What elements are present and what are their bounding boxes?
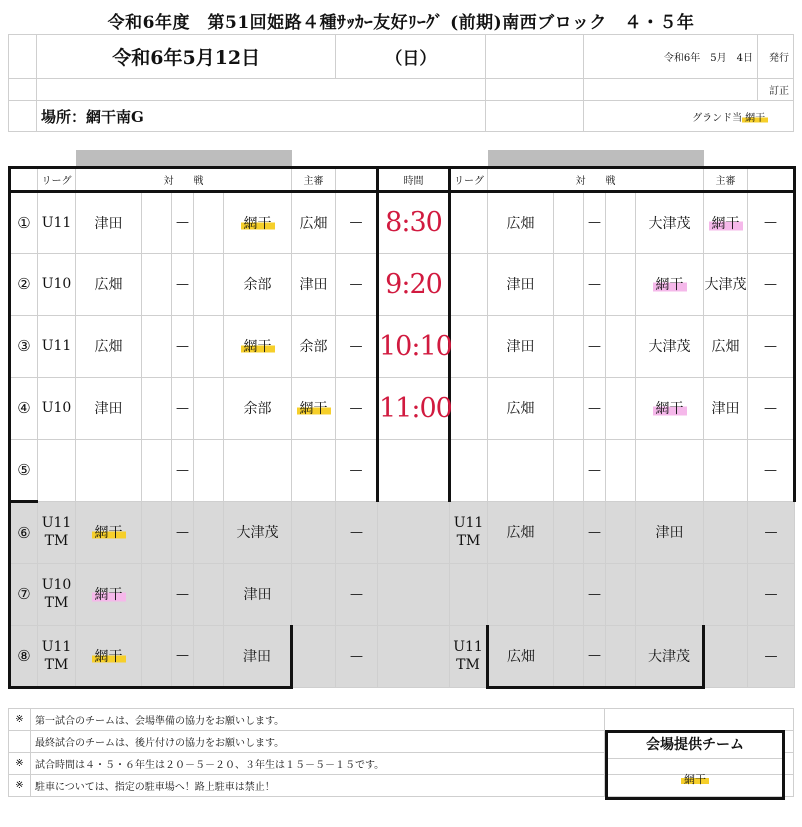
match-number: ④ xyxy=(10,377,38,439)
versus-dash-2: — xyxy=(584,315,606,377)
referee-cell xyxy=(292,563,336,625)
home-team-2: 広畑 xyxy=(488,501,554,563)
match-number: ② xyxy=(10,253,38,315)
note-text: 試合時間は４・５・６年生は２０－５－２０、３年生は１５－５－１５です。 xyxy=(30,753,604,775)
away-team: 網干 xyxy=(224,315,292,377)
referee-cell-2 xyxy=(704,625,748,687)
home-team xyxy=(76,439,142,501)
table-row xyxy=(10,191,795,253)
league-cell: U11 xyxy=(38,315,76,377)
league-cell: U10 TM xyxy=(38,563,76,625)
versus-dash: — xyxy=(172,501,194,563)
league-cell: U10 xyxy=(38,253,76,315)
schedule-table xyxy=(8,150,796,689)
time-header: 時間 xyxy=(378,167,450,191)
league-cell-2 xyxy=(450,315,488,377)
league-cell xyxy=(38,439,76,501)
referee-dash-2: — xyxy=(748,625,795,687)
league-cell-2 xyxy=(450,377,488,439)
kickoff-time xyxy=(378,439,450,501)
league-header-2: リーグ xyxy=(450,167,488,191)
match-header-2: 対 戦 xyxy=(488,167,704,191)
league-cell: U10 xyxy=(38,377,76,439)
match-header: 対 戦 xyxy=(76,167,292,191)
league-header: リーグ xyxy=(38,167,76,191)
away-team-2: 大津茂 xyxy=(636,315,704,377)
correction-label: 訂正 xyxy=(757,79,793,101)
referee-cell xyxy=(292,501,336,563)
table-row xyxy=(10,315,795,377)
venue-provider-box xyxy=(605,730,785,800)
home-team: 津田 xyxy=(76,191,142,253)
league-cell-2 xyxy=(450,253,488,315)
kickoff-time xyxy=(378,625,450,687)
versus-dash: — xyxy=(172,563,194,625)
home-team: 網干 xyxy=(76,625,142,687)
home-team-2: 津田 xyxy=(488,315,554,377)
versus-dash-2: — xyxy=(584,625,606,687)
note-mark xyxy=(9,731,31,753)
match-weekday: （日） xyxy=(336,35,486,79)
home-team: 広畑 xyxy=(76,315,142,377)
venue: 場所：網干南G xyxy=(36,101,485,132)
away-team-2: 大津茂 xyxy=(636,191,704,253)
away-team-2: 網干 xyxy=(636,253,704,315)
referee-cell: 津田 xyxy=(292,253,336,315)
versus-dash: — xyxy=(172,253,194,315)
league-cell-2 xyxy=(450,439,488,501)
league-cell-2 xyxy=(450,191,488,253)
home-team-2 xyxy=(488,563,554,625)
versus-dash-2: — xyxy=(584,439,606,501)
referee-cell-2: 大津茂 xyxy=(704,253,748,315)
referee-dash-2: — xyxy=(748,315,795,377)
table-row xyxy=(10,377,795,439)
note-text: 最終試合のチームは、後片付けの協力をお願いします。 xyxy=(30,731,604,753)
table-header xyxy=(10,167,795,191)
referee-cell-2: 津田 xyxy=(704,377,748,439)
referee-cell xyxy=(292,439,336,501)
versus-dash: — xyxy=(172,625,194,687)
ground-duty-team: 網干 xyxy=(742,113,768,124)
referee-cell-2 xyxy=(704,501,748,563)
versus-dash-2: — xyxy=(584,563,606,625)
header-block xyxy=(8,34,794,132)
referee-dash: — xyxy=(336,315,378,377)
referee-cell-2: 広畑 xyxy=(704,315,748,377)
referee-dash-2: — xyxy=(748,253,795,315)
table-row xyxy=(10,501,795,563)
away-team: 津田 xyxy=(224,625,292,687)
away-team: 網干 xyxy=(224,191,292,253)
match-number: ⑦ xyxy=(10,563,38,625)
league-cell-2 xyxy=(450,563,488,625)
referee-cell-2: 網干 xyxy=(704,191,748,253)
referee-dash: — xyxy=(336,501,378,563)
match-number: ③ xyxy=(10,315,38,377)
referee-dash: — xyxy=(336,439,378,501)
league-cell: U11 xyxy=(38,191,76,253)
kickoff-time: 11:00 xyxy=(378,377,450,439)
kickoff-time xyxy=(378,563,450,625)
home-team-2: 広畑 xyxy=(488,625,554,687)
away-team-2: 津田 xyxy=(636,501,704,563)
away-team: 余部 xyxy=(224,377,292,439)
table-row xyxy=(10,563,795,625)
referee-dash: — xyxy=(336,625,378,687)
match-number: ⑤ xyxy=(10,439,38,501)
note-mark: ※ xyxy=(9,709,31,731)
referee-dash-2: — xyxy=(748,563,795,625)
away-team-2 xyxy=(636,439,704,501)
referee-cell: 網干 xyxy=(292,377,336,439)
ground-duty-label: グランド当 xyxy=(692,112,743,124)
versus-dash: — xyxy=(172,439,194,501)
referee-cell: 広畑 xyxy=(292,191,336,253)
kickoff-time: 10:10 xyxy=(378,315,450,377)
referee-dash-2: — xyxy=(748,439,795,501)
away-team-2: 網干 xyxy=(636,377,704,439)
issue-label: 発行 xyxy=(757,35,793,79)
away-team: 余部 xyxy=(224,253,292,315)
league-cell: U11 TM xyxy=(38,625,76,687)
referee-header-2: 主審 xyxy=(704,167,748,191)
away-team: 津田 xyxy=(224,563,292,625)
referee-dash-2: — xyxy=(748,191,795,253)
referee-cell: 余部 xyxy=(292,315,336,377)
away-team-2 xyxy=(636,563,704,625)
away-team: 大津茂 xyxy=(224,501,292,563)
away-team-2: 大津茂 xyxy=(636,625,704,687)
home-team-2 xyxy=(488,439,554,501)
home-team: 網干 xyxy=(76,501,142,563)
table-row xyxy=(10,253,795,315)
home-team: 網干 xyxy=(76,563,142,625)
home-team-2: 津田 xyxy=(488,253,554,315)
versus-dash-2: — xyxy=(584,501,606,563)
kickoff-time: 9:20 xyxy=(378,253,450,315)
venue-provider-team: 網干 xyxy=(608,759,782,787)
referee-header: 主審 xyxy=(292,167,336,191)
referee-dash: — xyxy=(336,563,378,625)
match-number: ⑧ xyxy=(10,625,38,687)
league-cell-2: U11 TM xyxy=(450,501,488,563)
league-cell-2: U11 TM xyxy=(450,625,488,687)
referee-cell-2 xyxy=(704,439,748,501)
referee-cell xyxy=(292,625,336,687)
note-mark: ※ xyxy=(9,753,31,775)
versus-dash: — xyxy=(172,377,194,439)
match-number: ① xyxy=(10,191,38,253)
versus-dash-2: — xyxy=(584,191,606,253)
versus-dash-2: — xyxy=(584,377,606,439)
away-team xyxy=(224,439,292,501)
versus-dash: — xyxy=(172,315,194,377)
note-mark: ※ xyxy=(9,775,31,797)
referee-dash-2: — xyxy=(748,377,795,439)
home-team-2: 広畑 xyxy=(488,191,554,253)
referee-cell-2 xyxy=(704,563,748,625)
versus-dash-2: — xyxy=(584,253,606,315)
kickoff-time xyxy=(378,501,450,563)
match-date: 令和6年5月12日 xyxy=(36,35,336,79)
home-team: 津田 xyxy=(76,377,142,439)
referee-dash-2: — xyxy=(748,501,795,563)
referee-dash: — xyxy=(336,377,378,439)
note-text: 第一試合のチームは、会場準備の協力をお願いします。 xyxy=(30,709,604,731)
ground-duty xyxy=(584,101,794,132)
match-number: ⑥ xyxy=(10,501,38,563)
referee-dash: — xyxy=(336,191,378,253)
league-cell: U11 TM xyxy=(38,501,76,563)
referee-dash: — xyxy=(336,253,378,315)
table-row xyxy=(10,625,795,687)
table-row xyxy=(10,439,795,501)
versus-dash: — xyxy=(172,191,194,253)
note-text: 駐車については、指定の駐車場へ！路上駐車は禁止！ xyxy=(30,775,604,797)
kickoff-time: 8:30 xyxy=(378,191,450,253)
home-team: 広畑 xyxy=(76,253,142,315)
issue-date: 令和6年 5月 4日 xyxy=(584,35,758,79)
page-title: 令和6年度 第51回姫路４種ｻｯｶｰ友好ﾘｰｸﾞ (前期)南西ブロック ４・５年 xyxy=(107,13,695,33)
venue-provider-title: 会場提供チーム xyxy=(608,733,782,759)
home-team-2: 広畑 xyxy=(488,377,554,439)
